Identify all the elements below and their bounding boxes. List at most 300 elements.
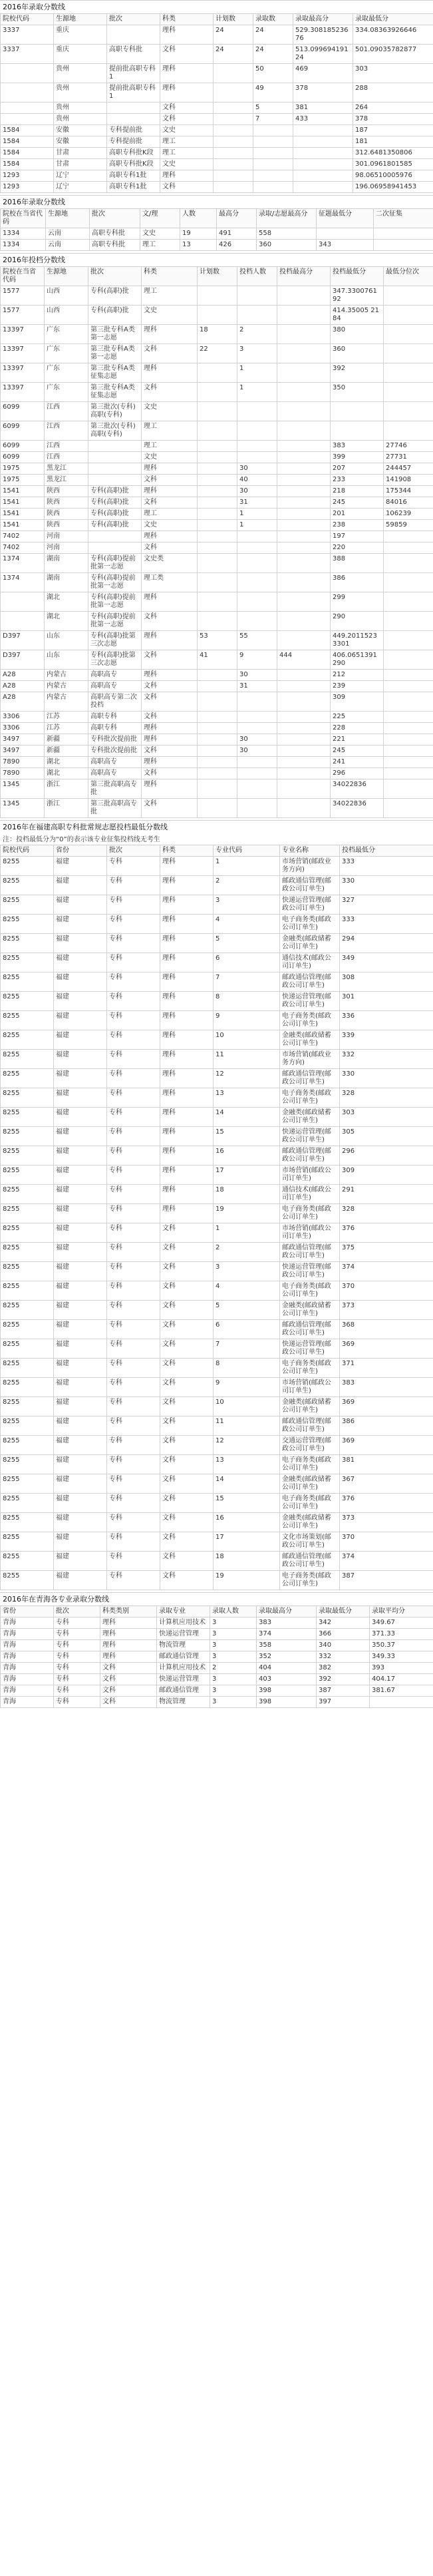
table-row [1,182,433,193]
table-cell: 399 [331,452,384,463]
table-row [1,103,433,114]
table-cell: 3497 [1,734,45,746]
table-cell: 369 [340,1339,433,1359]
table-cell: 19 [214,1571,280,1590]
table-cell: 207 [331,463,384,475]
table-cell [384,306,433,325]
table-cell [293,182,353,193]
table-cell [277,799,331,818]
table-cell: 228 [331,723,384,734]
table-cell: 文科 [142,383,198,402]
table-cell: 陕西 [45,509,88,520]
table-cell [237,306,277,325]
table-cell [214,83,253,103]
table-cell: 理科 [160,1127,214,1146]
table-cell [198,670,237,681]
table-cell: 福建 [54,1397,107,1416]
table-cell: 8255 [1,1320,54,1339]
table-row [1,650,433,670]
table-cell: 8255 [1,1436,54,1455]
table-cell: 3 [214,895,280,915]
table-cell [198,542,237,554]
table-cell: A28 [1,670,45,681]
table-cell: 第三批专科A类第一志愿 [88,344,142,363]
table-cell: 专科批次提前批 [88,746,142,757]
table-cell: 349.33 [370,1651,433,1663]
table-row [1,402,433,421]
table-row [1,1617,433,1629]
table-cell: 浙江 [45,779,88,799]
table-cell: 山西 [45,286,88,306]
table-cell: 理科 [142,631,198,650]
table-cell: 江西 [45,452,88,463]
table-cell [88,542,142,554]
table-cell: 491 [217,228,257,240]
table-cell: 244457 [384,463,433,475]
table-cell: 501.09035782877 [353,45,433,64]
table-cell [384,421,433,441]
column-header: 录取专业 [157,1606,210,1617]
table-cell: 8255 [1,1166,54,1185]
table-cell [293,125,353,136]
column-header: 录取最低分 [317,1606,370,1617]
table-cell [384,799,433,818]
table-cell: 理科 [160,1185,214,1204]
table-cell [198,612,237,631]
table-cell: 6099 [1,452,45,463]
table-cell: 辽宁 [54,182,107,193]
table-cell: 福建 [54,1030,107,1050]
section-note: 注：投档最低分为“0”的表示该专业征集投档线无考生 [3,836,160,843]
table-cell: 福建 [54,1359,107,1378]
table-cell: 296 [340,1146,433,1166]
table-cell: 高职专科批K段 [107,159,160,170]
table-cell: 专科 [107,1552,160,1571]
table-cell: 426 [217,240,257,251]
table-cell: 7402 [1,531,45,542]
section-title: 2016年录取分数线 [0,0,433,13]
table-cell: 理科 [160,1069,214,1088]
table-cell: 8255 [1,1127,54,1146]
table-cell: A28 [1,692,45,712]
table-cell: 理科 [142,723,198,734]
column-header: 科类 [142,267,198,286]
table-cell: 河南 [45,542,88,554]
table-cell: 物流管理 [157,1640,210,1651]
table-cell: 8255 [1,1108,54,1127]
table-cell: 邮政通信管理(邮政公司订单生) [280,1243,340,1262]
table-cell [384,325,433,344]
table-cell: 邮政通信管理 [157,1685,210,1697]
table-cell: 专科 [107,1243,160,1262]
table-cell: 373 [340,1301,433,1320]
table-cell: 368 [340,1320,433,1339]
table-cell: 3 [210,1629,257,1640]
table-cell: 8 [214,1359,280,1378]
table-cell: 福建 [54,1146,107,1166]
table-cell: 电子商务类(邮政公司订单生) [280,1204,340,1223]
table-cell: 理科 [160,876,214,895]
table-row [1,1243,433,1262]
table-row [1,1651,433,1663]
table-cell: 328 [340,1204,433,1223]
table-cell: 141908 [384,475,433,486]
table-cell: 文科 [160,1494,214,1513]
table-cell: 金融类(邮政储蓄公司订单生) [280,1513,340,1532]
table-cell: 1345 [1,779,45,799]
column-header: 录取人数 [210,1606,257,1617]
table-cell: 理科 [142,779,198,799]
table-cell: 3 [210,1697,257,1708]
table-cell: 文科 [100,1674,157,1685]
table-cell [1,114,54,125]
table-cell: 6099 [1,421,45,441]
table-cell: 金融类(邮政储蓄公司订单生) [280,1397,340,1416]
table-cell: 17 [214,1166,280,1185]
table-cell: 文科 [142,692,198,712]
table-row [1,1069,433,1088]
table-cell: 1334 [1,240,46,251]
table-row [1,681,433,692]
table-cell: 334.08363926646 [353,25,433,45]
table-cell: 理工类 [142,573,198,592]
table-cell: 374 [340,1552,433,1571]
table-cell: 湖南 [45,554,88,573]
score-section [0,253,433,818]
table-cell: 352 [257,1651,317,1663]
table-cell: 市场营销(邮政公司订单生) [280,1378,340,1397]
column-header: 投档最低分 [331,267,384,286]
table-cell [1,612,45,631]
table-cell: 安徽 [54,136,107,148]
table-cell: 339 [340,1030,433,1050]
table-cell: 黑龙江 [45,475,88,486]
table-cell: 计算机应用技术 [157,1663,210,1674]
table-cell: 8 [214,992,280,1011]
table-cell: 8255 [1,1571,54,1590]
table-cell: 快递运营管理(邮政公司订单生) [280,1339,340,1359]
table-cell: 专科 [107,934,160,953]
table-cell [198,402,237,421]
table-cell: 239 [331,681,384,692]
table-cell [237,573,277,592]
table-row [1,1030,433,1050]
table-cell [88,531,142,542]
table-cell: 53 [198,631,237,650]
table-cell: 通信技术(邮政公司订单生) [280,953,340,972]
table-cell: 文科 [160,1416,214,1436]
table-row [1,1223,433,1243]
table-cell [198,441,237,452]
table-cell: 3306 [1,712,45,723]
score-section [0,195,433,251]
column-header: 录取数 [253,14,293,25]
table-cell: 福建 [54,1378,107,1397]
table-cell: 江苏 [45,723,88,734]
table-row [1,757,433,768]
table-cell: 文科 [142,344,198,363]
column-header: 院校在当省代码 [1,267,45,286]
table-cell [277,692,331,712]
table-cell [277,670,331,681]
table-cell: 文史 [142,520,198,531]
table-cell: 专科 [107,1571,160,1590]
table-cell: 225 [331,712,384,723]
table-cell: 专科 [54,1674,100,1685]
table-cell: 交通运营管理(邮政公司订单生) [280,1436,340,1455]
table-cell [293,159,353,170]
table-cell: 第三批专科A类征集志愿 [88,383,142,402]
table-row [1,344,433,363]
table-cell: 12 [214,1069,280,1088]
table-cell: 11 [214,1050,280,1069]
table-cell: 9 [237,650,277,670]
table-row [1,1011,433,1030]
table-cell [277,363,331,383]
table-cell [237,768,277,779]
table-cell [237,554,277,573]
table-cell: 高职高专 [88,757,142,768]
table-cell [277,681,331,692]
table-cell: 专科 [107,1513,160,1532]
table-cell: 15 [214,1127,280,1146]
table-cell: 1 [237,520,277,531]
table-cell: 文史 [160,159,214,170]
table-cell: 30 [237,670,277,681]
table-cell: 内蒙古 [45,670,88,681]
table-cell: 高职专科 [88,712,142,723]
table-cell: 3 [210,1640,257,1651]
table-cell [277,542,331,554]
table-cell: 1345 [1,799,45,818]
table-cell [198,746,237,757]
table-cell: 理科 [142,486,198,497]
table-cell: 福建 [54,1532,107,1552]
table-cell: 福建 [54,1204,107,1223]
table-cell: 广东 [45,325,88,344]
table-cell: 290 [331,612,384,631]
table-cell: 387 [317,1685,370,1697]
table-cell: 理工 [160,148,214,159]
column-header: 生源地 [54,14,107,25]
table-cell: 17 [214,1532,280,1552]
table-cell: 6 [214,953,280,972]
table-cell: 8255 [1,1397,54,1416]
table-row [1,1571,433,1590]
table-cell [384,531,433,542]
table-cell: 30 [237,746,277,757]
table-cell: 8255 [1,1069,54,1088]
table-row [1,768,433,779]
table-cell: 375 [340,1243,433,1262]
table-cell: 青海 [1,1674,54,1685]
table-row [1,1397,433,1416]
table-cell: 理科 [142,592,198,612]
table-cell: 13 [180,240,217,251]
table-cell: 理科 [160,170,214,182]
table-cell: 高职高专 [88,768,142,779]
table-cell [237,592,277,612]
table-cell: 新疆 [45,746,88,757]
table-cell: 专科 [107,1069,160,1088]
table-cell: 8255 [1,857,54,876]
table-cell: 福建 [54,1108,107,1127]
table-cell [214,125,253,136]
table-cell: 19 [180,228,217,240]
table-cell [1,64,54,83]
table-cell: 11 [214,1416,280,1436]
table-row [1,992,433,1011]
table-cell: 8255 [1,1339,54,1359]
table-cell: 专科 [107,1108,160,1127]
table-cell: 380 [331,325,384,344]
table-cell: 529.30818523676 [293,25,353,45]
table-cell: 50 [253,64,293,83]
score-table [0,13,433,193]
table-cell [384,363,433,383]
table-cell: 广东 [45,344,88,363]
table-row [1,136,433,148]
table-cell: 河南 [45,531,88,542]
table-cell: 内蒙古 [45,681,88,692]
table-cell: 381 [340,1455,433,1474]
table-cell: 青海 [1,1697,54,1708]
table-cell [237,441,277,452]
table-cell: 333 [340,857,433,876]
table-cell: 理科 [142,325,198,344]
table-cell: 8255 [1,953,54,972]
table-cell: 3 [210,1685,257,1697]
table-cell [277,554,331,573]
table-cell: 383 [331,441,384,452]
table-cell: 青海 [1,1685,54,1697]
table-cell: 专科 [107,1146,160,1166]
table-cell: 3 [214,1262,280,1281]
column-header: 计划数 [214,14,253,25]
table-cell [214,170,253,182]
table-row [1,631,433,650]
table-cell: 3337 [1,45,54,64]
table-cell: 376 [340,1223,433,1243]
table-cell: 404.17 [370,1674,433,1685]
table-cell: 8255 [1,1050,54,1069]
table-cell: 专科提前批 [107,125,160,136]
table-cell: 文科 [160,1552,214,1571]
table-cell [198,363,237,383]
table-row [1,463,433,475]
table-cell: 理科 [160,1011,214,1030]
score-table [0,1606,433,1708]
table-cell: 374 [340,1262,433,1281]
table-cell: 6099 [1,441,45,452]
table-cell: 10 [214,1397,280,1416]
table-cell: 7 [214,1339,280,1359]
table-cell [277,573,331,592]
table-cell: 220 [331,542,384,554]
table-cell [88,441,142,452]
table-cell: 397 [317,1697,370,1708]
table-cell: 专科(高职)批第三次志愿 [88,631,142,650]
table-cell: 高职专科批K段 [107,148,160,159]
column-header: 省份 [54,845,107,857]
table-cell: 提前批高职专科1 [107,83,160,103]
table-cell: 文史 [160,125,214,136]
table-cell [237,692,277,712]
column-header: 院校代码 [1,845,54,857]
table-cell: 386 [340,1416,433,1436]
table-cell [277,746,331,757]
table-cell: 8255 [1,1204,54,1223]
table-cell: 1975 [1,475,45,486]
table-cell: 558 [257,228,317,240]
table-header-row [1,209,433,228]
column-header: 最低分位次 [384,267,433,286]
table-cell: 34022836 [331,799,384,818]
score-section [0,0,433,193]
table-cell: 1 [237,383,277,402]
table-cell: 辽宁 [54,170,107,182]
table-cell: 提前批高职专科1 [107,64,160,83]
table-cell: 陕西 [45,520,88,531]
table-cell: 7 [253,114,293,125]
table-cell: 福建 [54,1339,107,1359]
column-header: 录取平均分 [370,1606,433,1617]
table-cell [277,306,331,325]
table-cell [237,542,277,554]
table-cell: 3 [237,344,277,363]
table-cell: 专科(高职)批 [88,286,142,306]
table-cell: 福建 [54,857,107,876]
table-cell [1,103,54,114]
column-header: 计划数 [198,267,237,286]
table-cell [214,182,253,193]
table-cell: 福建 [54,1474,107,1494]
table-row [1,554,433,573]
table-cell: 青海 [1,1617,54,1629]
table-cell: 369 [340,1397,433,1416]
table-cell: 197 [331,531,384,542]
table-cell: 专科 [107,1088,160,1108]
table-cell: 市场营销(邮政公司订单生) [280,1166,340,1185]
table-cell [277,712,331,723]
table-cell [253,125,293,136]
table-cell: A28 [1,681,45,692]
table-cell [370,1697,433,1708]
table-cell: 1541 [1,497,45,509]
table-cell: 内蒙古 [45,692,88,712]
column-header: 批次 [54,1606,100,1617]
table-cell [214,103,253,114]
table-cell: 381 [293,103,353,114]
table-cell: 福建 [54,1088,107,1108]
table-cell [107,25,160,45]
table-cell: 电子商务类(邮政公司订单生) [280,915,340,934]
table-row [1,497,433,509]
table-cell: 广东 [45,383,88,402]
table-cell: 98.06510005976 [353,170,433,182]
table-cell: 383 [340,1378,433,1397]
column-header: 省份 [1,1606,54,1617]
table-cell: 245 [331,746,384,757]
table-cell: 专科 [107,895,160,915]
table-cell: 专科(高职)批 [88,497,142,509]
section-title: 2016年投档分数线 [0,253,433,266]
table-cell: 贵州 [54,83,107,103]
table-cell: 366 [317,1629,370,1640]
table-cell: 340 [317,1640,370,1651]
table-cell: 理工 [160,136,214,148]
table-cell: 物流管理 [157,1697,210,1708]
